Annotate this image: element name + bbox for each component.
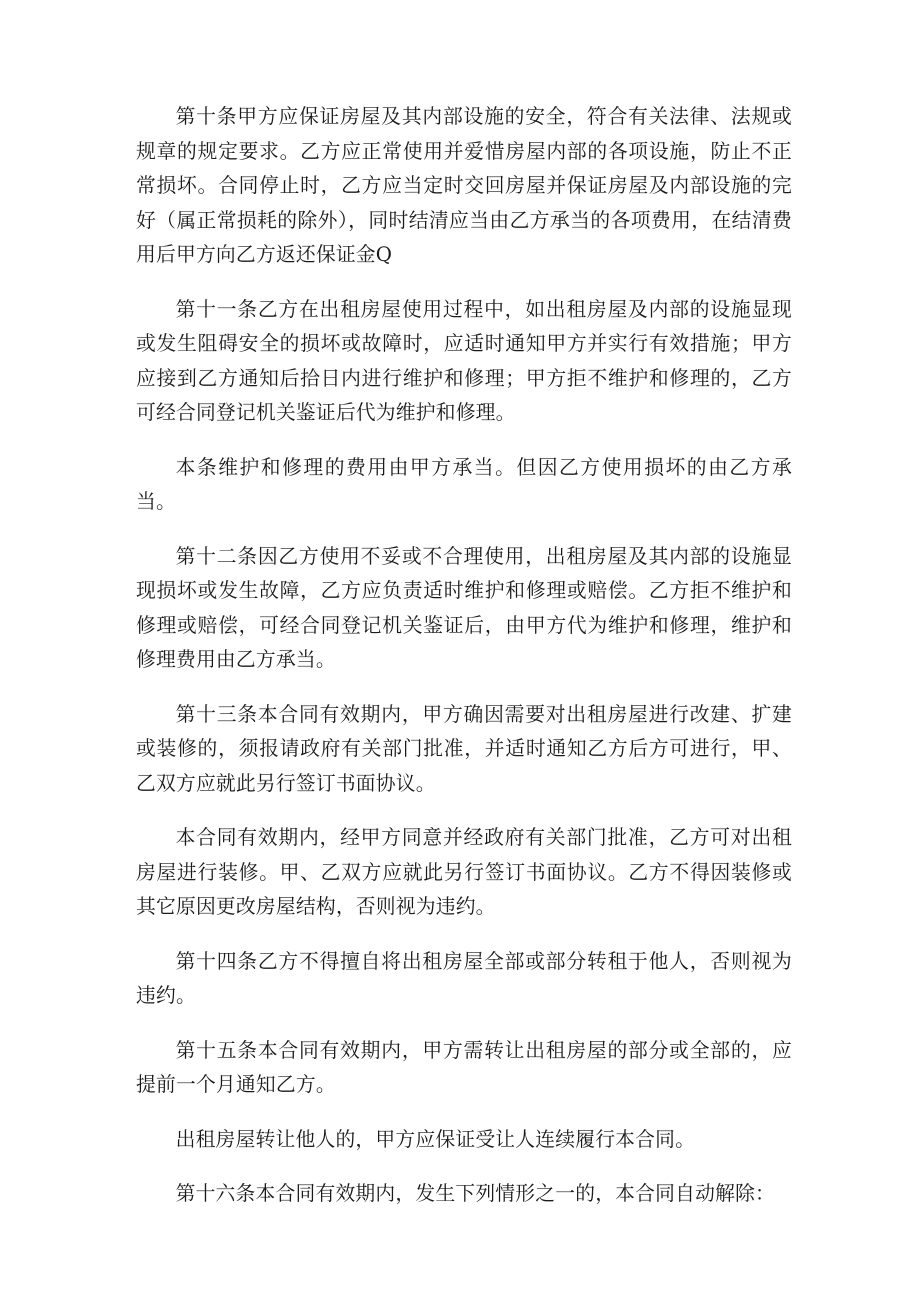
clause-10-paragraph: 第十条甲方应保证房屋及其内部设施的安全，符合有关法律、法规或规章的规定要求。乙方应正常使用并爱惜房屋内部的各项设施，防止不正常损坏。合同停止时，乙方应当定时交回房屋并保证房屋及内部设施的完好（属正常损耗的除外），同时结清应当由乙方承当的各项费用，在结清费用后甲方向乙方返还保证金Q xyxy=(136,105,792,266)
clause-11-cost-paragraph: 本条维护和修理的费用由甲方承当。但因乙方使用损坏的由乙方承当。 xyxy=(136,455,792,513)
clause-13-renovation-paragraph: 本合同有效期内，经甲方同意并经政府有关部门批准，乙方可对出租房屋进行装修。甲、乙双方应就此另行签订书面协议。乙方不得因装修或其它原因更改房屋结构，否则视为违约。 xyxy=(136,826,792,918)
clause-11-paragraph: 第十一条乙方在出租房屋使用过程中，如出租房屋及内部的设施显现或发生阻碍安全的损坏或故障时，应适时通知甲方并实行有效措施；甲方应接到乙方通知后拾日内进行维护和修理；甲方拒不维护和修理的，乙方可经合同登记机关鉴证后代为维护和修理。 xyxy=(136,297,792,424)
clause-14-paragraph: 第十四条乙方不得擅自将出租房屋全部或部分转租于他人，否则视为违约。 xyxy=(136,949,792,1007)
clause-15-transfer-paragraph: 出租房屋转让他人的，甲方应保证受让人连续履行本合同。 xyxy=(175,1127,696,1151)
clause-13-paragraph: 第十三条本合同有效期内，甲方确因需要对出租房屋进行改建、扩建或装修的，须报请政府有关部门批准，并适时通知乙方后方可进行，甲、乙双方应就此另行签订书面协议。 xyxy=(136,702,792,795)
clause-15-paragraph: 第十五条本合同有效期内，甲方需转让出租房屋的部分或全部的，应提前一个月通知乙方。 xyxy=(136,1038,792,1096)
clause-12-paragraph: 第十二条因乙方使用不妥或不合理使用，出租房屋及其内部的设施显现损坏或发生故障，乙方应负责适时维护和修理或赔偿。乙方拒不维护和修理或赔偿，可经合同登记机关鉴证后，由甲方代为维护和修理，维护和修理费用由乙方承当。 xyxy=(136,544,792,671)
clause-16-paragraph: 第十六条本合同有效期内，发生下列情形之一的，本合同自动解除： xyxy=(175,1182,776,1205)
document-body xyxy=(136,100,792,1232)
